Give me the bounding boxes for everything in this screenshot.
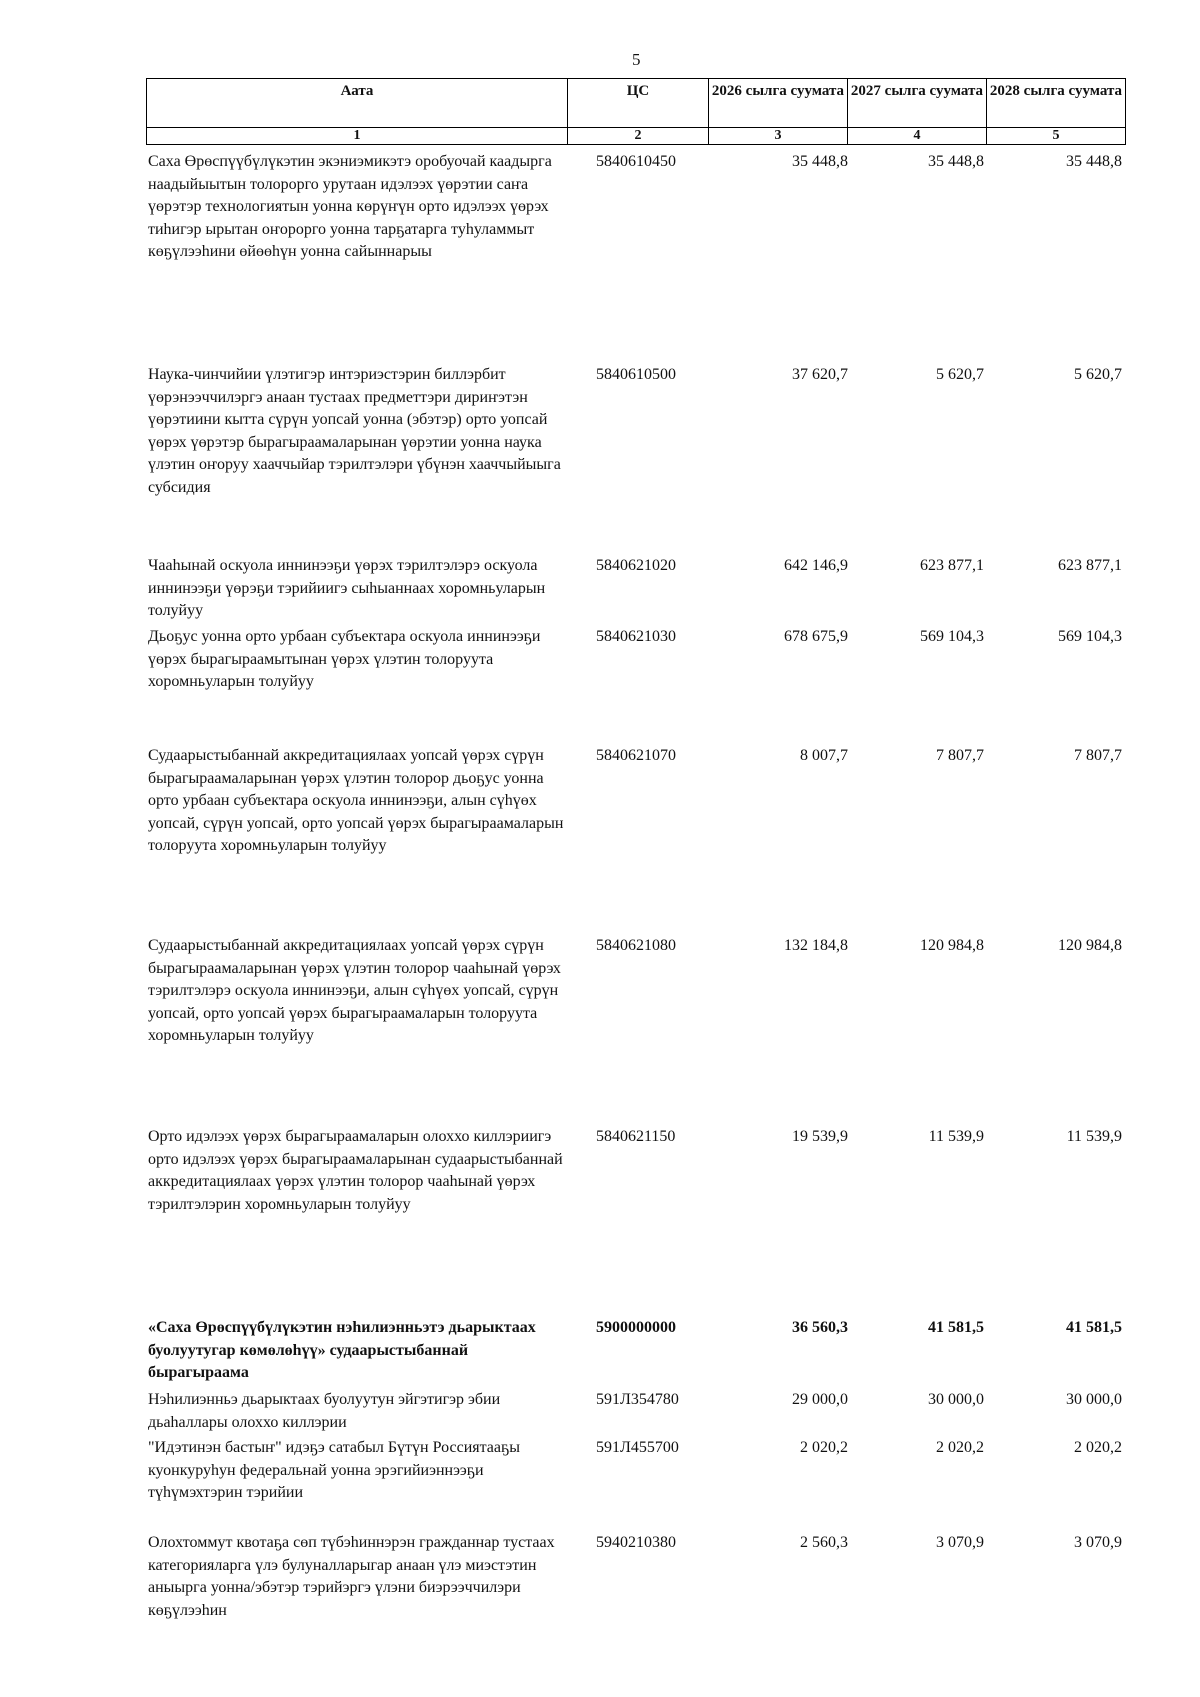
row-value-2026: 37 620,7 xyxy=(792,366,848,383)
row-value-2028: 11 539,9 xyxy=(1066,1128,1122,1145)
row-code: 5840621150 xyxy=(596,1128,676,1145)
row-value-2028: 35 448,8 xyxy=(1066,153,1122,170)
row-code: 5900000000 xyxy=(596,1319,676,1336)
row-code: 5840610500 xyxy=(596,366,676,383)
row-value-2026: 132 184,8 xyxy=(784,937,848,954)
header-name: Аата xyxy=(147,79,568,128)
row-value-2028: 30 000,0 xyxy=(1066,1391,1122,1408)
header-year-2027: 2027 сылга суумата xyxy=(848,79,987,128)
row-code: 5840610450 xyxy=(596,153,676,170)
page-number: 5 xyxy=(632,50,641,69)
row-value-2028: 3 070,9 xyxy=(1074,1534,1122,1551)
row-value-2027: 2 020,2 xyxy=(936,1439,984,1456)
row-value-2028: 2 020,2 xyxy=(1074,1439,1122,1456)
header-year-2028: 2028 сылга суумата xyxy=(987,79,1126,128)
column-number: 4 xyxy=(848,128,987,145)
table-header xyxy=(146,78,1126,145)
row-value-2026: 19 539,9 xyxy=(792,1128,848,1145)
row-name: Наука-чинчийии үлэтигэр интэриэстэрин биллэрбит үөрэнээччилэргэ анаан тустаах предметтэри дириҥэтэн үөрэтиини кытта сүрүн уопсай уонна (эбэтэр) орто уопсай үөрэх үөрэтэр бырагыраамаларынан үөрэтии уонна наука үлэтин оҥоруу хааччыйар тэрилтэлэри үбүнэн хааччыйыыга субсидия xyxy=(148,366,561,496)
row-value-2026: 29 000,0 xyxy=(792,1391,848,1408)
column-number: 3 xyxy=(709,128,848,145)
row-name: Судаарыстыбаннай аккредитациялаах уопсай үөрэх сүрүн бырагыраамаларынан үөрэх үлэтин толорор чааһынай үөрэх тэрилтэлэрэ оскуола иннинээҕи, алын сүһүөх уопсай, сүрүн уопсай, орто уопсай үөрэх бырагыраамаларын толоруута хоромньуларын толуйуу xyxy=(148,937,561,1045)
row-code: 5940210380 xyxy=(596,1534,676,1551)
row-name: «Саха Өрөспүүбүлүкэтин нэһилиэнньэтэ дьарыктаах буолуутугар көмөлөһүү» судаарыстыбаннай бырагыраама xyxy=(148,1319,536,1382)
row-value-2027: 623 877,1 xyxy=(920,557,984,574)
row-value-2027: 11 539,9 xyxy=(928,1128,984,1145)
row-value-2026: 35 448,8 xyxy=(792,153,848,170)
row-value-2027: 120 984,8 xyxy=(920,937,984,954)
row-value-2027: 569 104,3 xyxy=(920,628,984,645)
column-number: 1 xyxy=(147,128,568,145)
row-name: Олохтоммут квотаҕа сөп түбэһиннэрэн гражданнар тустаах категорияларга үлэ булуналларыгар анаан үлэ миэстэтин аныырга уонна/эбэтэр тэрийэргэ үлэни биэрээччилэри көҕүлээһин xyxy=(148,1534,555,1619)
row-value-2028: 7 807,7 xyxy=(1074,747,1122,764)
row-name: Орто идэлээх үөрэх бырагыраамаларын олоххо киллэриигэ орто идэлээх үөрэх бырагыраамаларынан судаарыстыбаннай аккредитациялаах үөрэх үлэтин толорор чааһынай үөрэх тэрилтэлэрин хоромньуларын толуйуу xyxy=(148,1128,563,1213)
row-name: Судаарыстыбаннай аккредитациялаах уопсай үөрэх сүрүн бырагыраамаларынан үөрэх үлэтин толорор дьоҕус уонна орто урбаан субъектара оскуола иннинээҕи, алын сүһүөх уопсай, сүрүн уопсай, орто уопсай үөрэх бырагыраамаларын толоруута хоромньуларын толуйуу xyxy=(148,747,564,855)
header-code: ЦС xyxy=(568,79,709,128)
row-code: 591Л354780 xyxy=(596,1391,679,1408)
row-value-2028: 623 877,1 xyxy=(1058,557,1122,574)
row-value-2027: 3 070,9 xyxy=(936,1534,984,1551)
row-value-2026: 678 675,9 xyxy=(784,628,848,645)
row-value-2027: 7 807,7 xyxy=(936,747,984,764)
row-value-2027: 5 620,7 xyxy=(936,366,984,383)
header-year-2026: 2026 сылга суумата xyxy=(709,79,848,128)
row-value-2026: 2 020,2 xyxy=(800,1439,848,1456)
row-name: Чааһынай оскуола иннинээҕи үөрэх тэрилтэлэрэ оскуола иннинээҕи үөрэҕи тэрийиигэ сыһыаннаах хоромньуларын толуйуу xyxy=(148,557,546,620)
row-name: Саха Өрөспүүбүлүкэтин экэниэмикэтэ оробуочай каадырга наадыйыытын толорорго урутаан идэлээх үөрэтии саҥа үөрэтэр технологиятын уонна көрүҥүн орто идэлээх үөрэх тиһигэр ырытан оҥорорго уонна тарҕатарга туһуламмыт көҕүлээһини өйөөһүн уонна сайыннарыы xyxy=(148,153,552,261)
row-value-2027: 41 581,5 xyxy=(928,1319,984,1336)
row-value-2026: 36 560,3 xyxy=(792,1319,848,1336)
row-name: Дьоҕус уонна орто урбаан субъектара оскуола иннинээҕи үөрэх бырагыраамытынан үөрэх үлэтин толоруута хоромньуларын толуйуу xyxy=(148,628,541,691)
row-code: 5840621070 xyxy=(596,747,676,764)
column-number: 5 xyxy=(987,128,1126,145)
row-value-2028: 569 104,3 xyxy=(1058,628,1122,645)
row-value-2028: 5 620,7 xyxy=(1074,366,1122,383)
row-code: 591Л455700 xyxy=(596,1439,679,1456)
row-name: "Идэтинэн бастыҥ" идэҕэ сатабыл Бүтүн Россиятааҕы куонкуруһун федеральнай уонна эрэгийиэннээҕи түһүмэхтэрин тэрийии xyxy=(148,1439,520,1502)
row-value-2026: 642 146,9 xyxy=(784,557,848,574)
row-value-2026: 2 560,3 xyxy=(800,1534,848,1551)
row-value-2027: 35 448,8 xyxy=(928,153,984,170)
column-number: 2 xyxy=(568,128,709,145)
row-name: Нэһилиэнньэ дьарыктаах буолуутун эйгэтигэр эбии дьаһаллары олоххо киллэрии xyxy=(148,1391,501,1431)
row-value-2028: 41 581,5 xyxy=(1066,1319,1122,1336)
row-code: 5840621080 xyxy=(596,937,676,954)
row-value-2028: 120 984,8 xyxy=(1058,937,1122,954)
row-value-2027: 30 000,0 xyxy=(928,1391,984,1408)
row-value-2026: 8 007,7 xyxy=(800,747,848,764)
row-code: 5840621020 xyxy=(596,557,676,574)
row-code: 5840621030 xyxy=(596,628,676,645)
